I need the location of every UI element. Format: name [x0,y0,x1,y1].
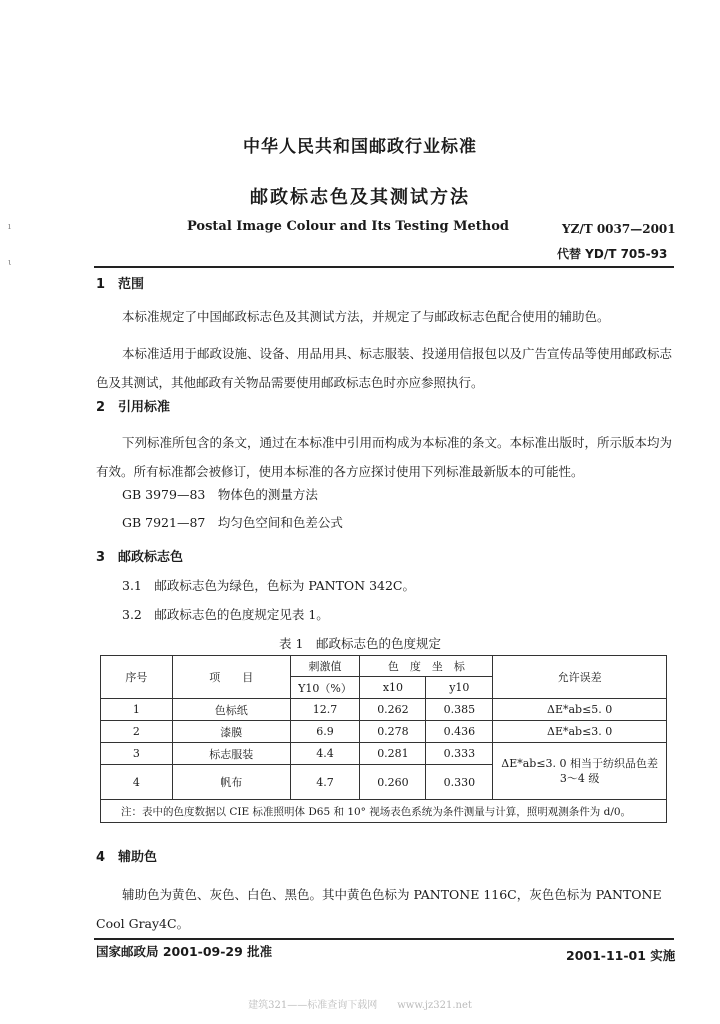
header-coordinates: 色 度 坐 标 [360,656,493,677]
cell-y: 0.436 [426,721,493,743]
header-y: y10 [426,677,493,699]
header-tolerance: 允许误差 [493,656,667,699]
header-item: 项 目 [172,656,290,699]
cell-no: 1 [101,699,173,721]
table-note: 注：表中的色度数据以 CIE 标准照明体 D65 和 10° 视场表色系统为条件测量与计算，照明观测条件为 d/0。 [101,800,667,823]
reference-1: GB 3979—83 物体色的测量方法 [122,487,318,502]
tolerance-line-1: ΔE*ab≤3. 0 相当于纺织品色差 [501,757,659,770]
cell-y: 0.330 [426,765,493,800]
cell-tolerance: ΔE*ab≤3. 0 [493,721,667,743]
reference-2: GB 7921—87 均匀色空间和色差公式 [122,515,343,530]
section-2-para-1: 下列标准所包含的条文，通过在本标准中引用而构成为本标准的条文。本标准出版时，所示版本均为有效。所有标准都会被修订，使用本标准的各方应探讨使用下列标准最新版本的可能性。 [96,435,673,479]
section-4-para-1: 辅助色为黄色、灰色、白色、黑色。其中黄色色标为 PANTONE 116C，灰色色标为 PANTONE Cool Gray4C。 [96,887,662,931]
footer-rule [94,938,674,940]
clause-3-2: 3.2 邮政标志色的色度规定见表 1。 [122,607,329,622]
cell-item: 漆膜 [172,721,290,743]
cell-x: 0.278 [360,721,426,743]
section-1-para-1: 本标准规定了中国邮政标志色及其测试方法，并规定了与邮政标志色配合使用的辅助色。 [122,309,610,324]
cell-no: 2 [101,721,173,743]
replaces-code: 代替 YD/T 705-93 [557,247,668,261]
header-rule [94,266,674,268]
header-stimulus-unit: Y10（%） [290,677,360,699]
section-1-heading: 1 范围 [96,277,145,292]
cell-y: 0.385 [426,699,493,721]
section-4-heading: 4 辅助色 [96,850,158,865]
title-cn: 邮政标志色及其测试方法 [250,187,470,208]
header-stimulus: 刺激值 [290,656,360,677]
cell-x: 0.260 [360,765,426,800]
cell-item: 色标纸 [172,699,290,721]
table-caption: 表 1 邮政标志色的色度规定 [279,636,441,651]
cell-no: 3 [101,743,173,765]
cell-Y: 12.7 [290,699,360,721]
cell-no: 4 [101,765,173,800]
table-header-row [101,656,667,677]
cell-x: 0.262 [360,699,426,721]
cell-tolerance: ΔE*ab≤5. 0 [493,699,667,721]
header-x: x10 [360,677,426,699]
standard-body: 中华人民共和国邮政行业标准 [243,137,477,157]
table-note-row [101,800,667,823]
approval-line: 国家邮政局 2001-09-29 批准 [96,944,273,959]
cell-Y: 4.7 [290,765,360,800]
scan-mark: ι [8,258,12,268]
section-2-heading: 2 引用标准 [96,400,171,415]
header-no: 序号 [101,656,173,699]
table-row [101,721,667,743]
cell-tolerance-merged [493,743,667,800]
section-1-para-2: 本标准适用于邮政设施、设备、用品用具、标志服装、投递用信报包以及广告宣传品等使用邮政标志色及其测试，其他邮政有关物品需要使用邮政标志色时亦应参照执行。 [96,346,673,390]
cell-x: 0.281 [360,743,426,765]
cell-y: 0.333 [426,743,493,765]
section-3-heading: 3 邮政标志色 [96,550,184,565]
chromaticity-table [100,655,667,823]
clause-3-1: 3.1 邮政标志色为绿色，色标为 PANTON 342C。 [122,578,415,593]
implementation-date: 2001-11-01 实施 [566,948,676,963]
cell-item: 帆布 [172,765,290,800]
cell-Y: 6.9 [290,721,360,743]
cell-item: 标志服装 [172,743,290,765]
watermark: 建筑321——标准查询下载网 www.jz321.net [248,1000,472,1011]
title-en: Postal Image Colour and Its Testing Method [187,219,509,234]
tolerance-line-2: 3～4 级 [559,772,600,785]
table-row [101,743,667,765]
table-row [101,699,667,721]
standard-code: YZ/T 0037—2001 [562,222,676,236]
cell-Y: 4.4 [290,743,360,765]
scan-mark: ı [8,222,11,232]
